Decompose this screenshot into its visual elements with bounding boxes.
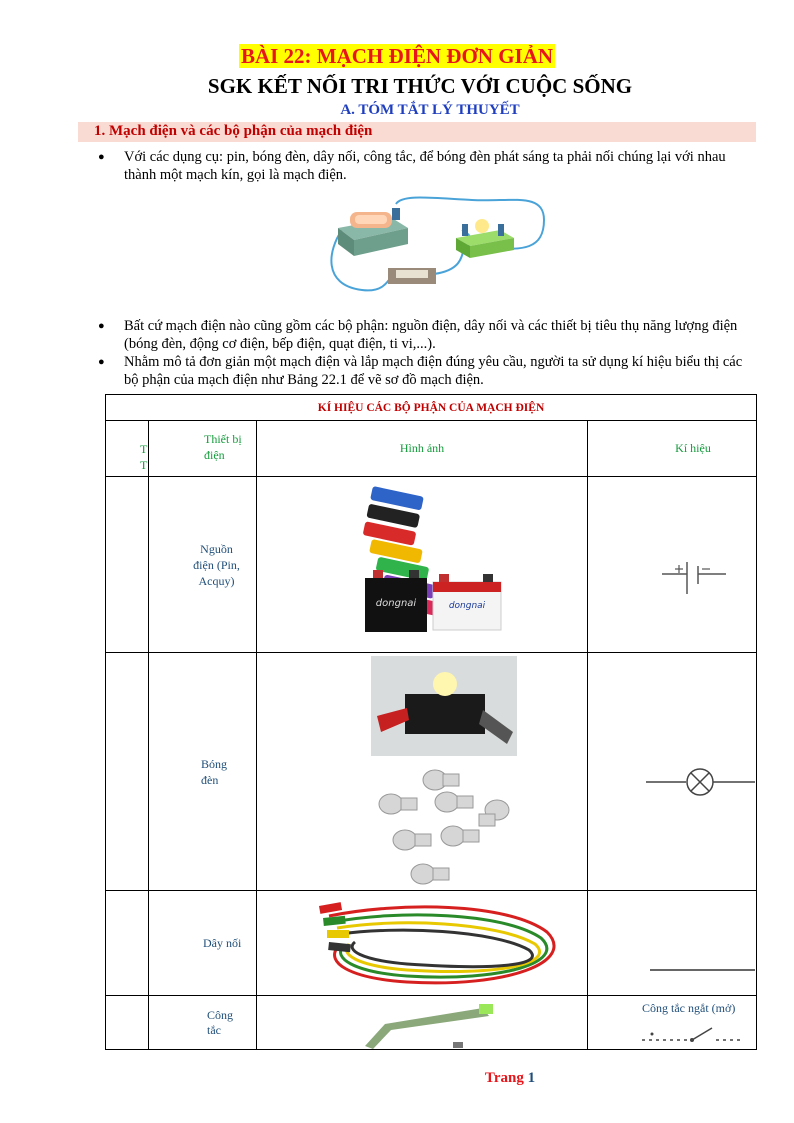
wire-symbol: [588, 891, 757, 996]
table-row: [106, 996, 757, 1050]
bullet-dot-icon: ●: [98, 356, 105, 368]
bullet-dot-icon: ●: [98, 320, 105, 332]
table-title: KÍ HIỆU CÁC BỘ PHẬN CỦA MẠCH ĐIỆN: [106, 395, 757, 421]
section-heading-1: 1. Mạch điện và các bộ phận của mạch điện: [78, 122, 756, 142]
switch-image: [257, 996, 588, 1050]
bullet-item: ● Với các dụng cụ: pin, bóng đèn, dây nối, công tắc, để bóng đèn phát sáng ta phải nối chúng lại với nhau thành một mạch kín, gọi là mạch điện.: [98, 149, 726, 183]
row-name: Công tắc: [149, 996, 257, 1050]
bullet-item: ● Nhằm mô tả đơn giản một mạch điện và lắp mạch điện đúng yêu cầu, người ta sử dụng kí hiệu biểu thị các bộ phận của mạch điện như Bảng 22.1 để vẽ sơ đồ mạch điện.: [98, 354, 743, 388]
page-subtitle: SGK KẾT NỐI TRI THỨC VỚI CUỘC SỐNG: [207, 74, 633, 98]
bulb-symbol: [588, 653, 757, 891]
table-row: [106, 891, 757, 996]
table-row: [106, 653, 757, 891]
switch-symbol-cell: [588, 996, 757, 1050]
bullet-item: ● Bất cứ mạch điện nào cũng gồm các bộ phận: nguồn điện, dây nối và các thiết bị tiêu thụ năng lượng điện (bóng đèn, động cơ điện, bếp điện, quạt điện, ti vi,...).: [98, 318, 738, 352]
section-heading-a: A. TÓM TẮT LÝ THUYẾT: [340, 102, 520, 118]
page-footer: [0, 1070, 794, 1087]
row-name: Nguồn điện (Pin, Acquy): [149, 477, 257, 653]
row-name: Dây nối: [149, 891, 257, 996]
battery-symbol: [588, 477, 757, 653]
footer-label: Trang: [484, 1070, 524, 1086]
header-tt: T T: [106, 421, 149, 477]
circuit-illustration: [322, 190, 552, 300]
svg-text:dongnai: dongnai: [375, 597, 417, 609]
wires-image: [257, 891, 588, 996]
svg-text:dongnai: dongnai: [448, 600, 486, 611]
header-symbol: Kí hiệu: [588, 421, 757, 477]
header-image: Hình ảnh: [257, 421, 588, 477]
switch-symbol-label: Công tắc ngắt (mở): [642, 1001, 736, 1015]
symbols-table: [105, 394, 757, 1050]
row-name: Bóng đèn: [149, 653, 257, 891]
bullet-dot-icon: ●: [98, 151, 105, 163]
table-header-row: [106, 421, 757, 477]
table-row: [106, 477, 757, 653]
bulb-image: [257, 653, 588, 891]
header-device: Thiết bị điện: [149, 421, 257, 477]
page-title: BÀI 22: MẠCH ĐIỆN ĐƠN GIẢN: [240, 44, 554, 68]
battery-image: [257, 477, 588, 653]
page-number: 1: [527, 1070, 536, 1086]
